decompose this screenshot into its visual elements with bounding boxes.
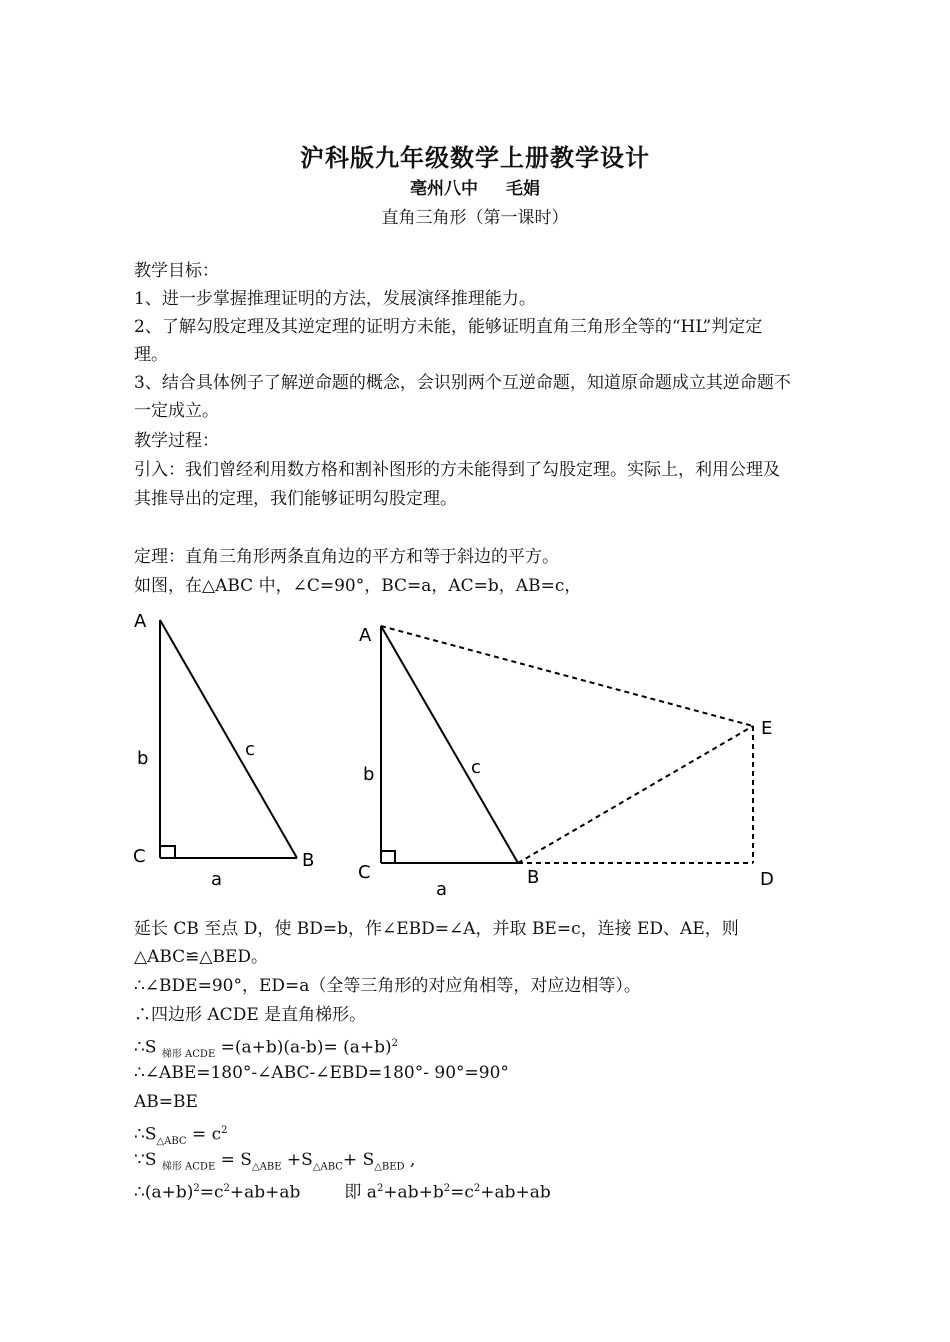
proof-line-9: ∵S $_{梯形 ACDE} = S_{\triangle ABE} +S_{\triangle ABC}+ S_{\triangle BED}$ ,: [134, 1150, 416, 1173]
label-a-vertex: A: [134, 611, 147, 632]
proof-line-6: ∴∠ABE=180°-∠ABC-∠EBD=180°- 90°=90°: [134, 1063, 509, 1083]
school-name: 亳州八中: [410, 179, 478, 199]
process-heading: 教学过程：: [134, 431, 219, 451]
proof-line-3: ∴∠BDE=90°，ED=a（全等三角形的对应角相等，对应边相等）。: [134, 976, 641, 996]
figure-triangle-abc: [125, 605, 325, 895]
proof-line-2: △ABC≌△BED。: [134, 947, 269, 967]
label-b-side: b: [363, 764, 375, 785]
side-ab: [381, 626, 518, 863]
label-b-side: b: [137, 748, 149, 769]
label-a-side: a: [211, 869, 223, 890]
proof-line-1: 延长 CB 至点 D，使 BD=b，作∠EBD=∠A，并取 BE=c，连接 ED、AE，则: [134, 919, 739, 939]
figure-trapezoid-acde: [350, 612, 790, 902]
side-ab: [160, 620, 297, 858]
proof-line-5: ∴S $_{梯形 ACDE} =(a+b)(a-b)= (a+b)^2$: [134, 1037, 398, 1061]
right-angle-mark: [160, 846, 175, 858]
document-title: 沪科版九年级数学上册教学设计: [300, 144, 650, 172]
segment-ae: [381, 626, 753, 726]
teacher-name: 毛娟: [506, 179, 540, 199]
label-c-side: c: [245, 739, 255, 760]
label-a-vertex: A: [359, 625, 372, 646]
label-b-vertex: B: [527, 867, 540, 888]
objective-3-line-2: 一定成立。: [134, 401, 219, 421]
author-line: [0, 174, 950, 199]
label-c-vertex: C: [358, 862, 371, 883]
proof-line-10: $\therefore(a+b)^2=c^2+ab+ab$ 即 $a^2+ab+b^2=c^2+ab+ab$: [134, 1182, 551, 1203]
objective-2-line-1: 2、了解勾股定理及其逆定理的证明方未能，能够证明直角三角形全等的“HL”判定定: [134, 317, 763, 337]
proof-line-4: ∴四边形 ACDE 是直角梯形。: [134, 1005, 367, 1025]
objective-3-line-1: 3、结合具体例子了解逆命题的概念，会识别两个互逆命题，知道原命题成立其逆命题不: [134, 373, 791, 393]
label-e-vertex: E: [761, 718, 773, 739]
lesson-title: 直角三角形（第一课时）: [381, 208, 569, 228]
objectives-heading: 教学目标：: [134, 261, 219, 281]
proof-line-8: $\therefore S_{\triangle ABC} = c^2$: [134, 1124, 228, 1148]
intro-line-1: 引入：我们曾经利用数方格和割补图形的方未能得到了勾股定理。实际上，利用公理及: [134, 460, 780, 480]
label-c-vertex: C: [133, 846, 146, 867]
theorem-statement: 定理：直角三角形两条直角边的平方和等于斜边的平方。: [134, 547, 559, 567]
label-a-side: a: [436, 879, 448, 900]
objective-2-line-2: 理。: [134, 345, 168, 365]
intro-line-2: 其推导出的定理，我们能够证明勾股定理。: [134, 489, 457, 509]
label-d-vertex: D: [760, 869, 774, 890]
label-c-side: c: [471, 757, 481, 778]
given-statement: 如图，在△ABC 中，∠C=90°，BC=a，AC=b，AB=c，: [134, 576, 582, 596]
segment-be: [518, 726, 753, 863]
label-b-vertex: B: [302, 850, 315, 871]
right-angle-mark: [381, 851, 395, 863]
proof-line-7: AB=BE: [134, 1092, 198, 1112]
objective-1: 1、进一步掌握推理证明的方法，发展演绎推理能力。: [134, 289, 536, 309]
